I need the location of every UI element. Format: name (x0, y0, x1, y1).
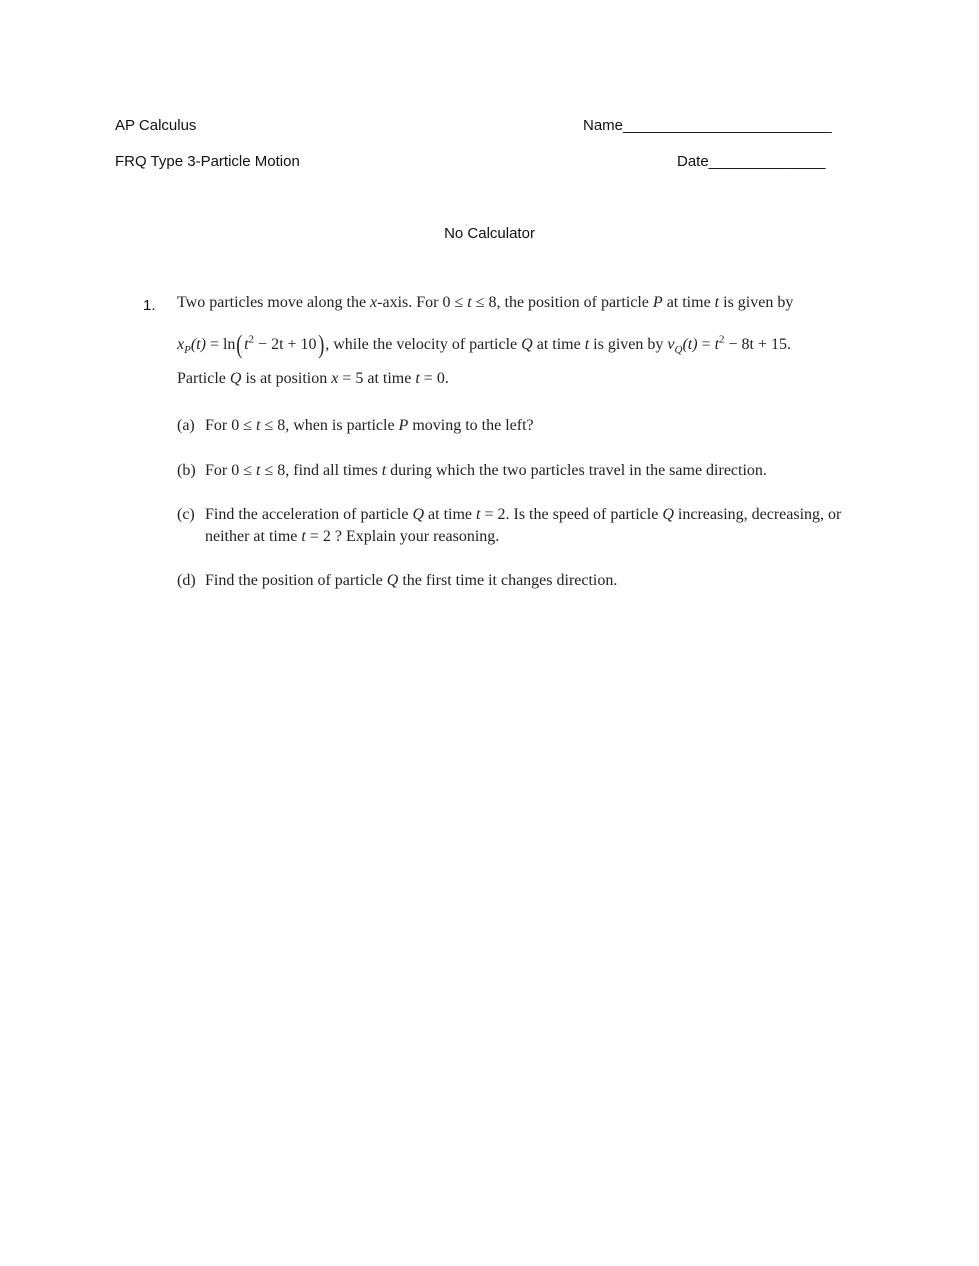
name-field: Name_________________________ (583, 117, 832, 134)
problem-intro-line-3: Particle Q is at position x = 5 at time t = 0. (177, 370, 449, 387)
part-b-label: (b) (177, 462, 196, 479)
part-c-label: (c) (177, 506, 195, 523)
problem-intro-line-1: Two particles move along the x-axis. For 0 ≤ t ≤ 8, the position of particle P at time t is given by (177, 294, 794, 311)
part-d-text: Find the position of particle Q the first time it changes direction. (205, 572, 618, 589)
section-title: No Calculator (444, 225, 535, 242)
date-field: Date______________ (677, 153, 826, 170)
problem-intro-line-2: $x_P(t) = \ln(t^2 - 2t + 10)$, while the velocity of particle Q at time t is given by $v_Q(t) = t^2 - 8t + 15$. (177, 330, 792, 359)
part-a-text: For 0 ≤ t ≤ 8, when is particle P moving to the left? (205, 417, 534, 434)
topic-title: FRQ Type 3-Particle Motion (115, 153, 300, 170)
problem-number: 1. (143, 297, 156, 314)
part-b-text: For 0 ≤ t ≤ 8, find all times t during which the two particles travel in the same direction. (205, 462, 767, 479)
course-title: AP Calculus (115, 117, 197, 134)
part-c-text: Find the acceleration of particle Q at time t = 2. Is the speed of particle Q increasing, decreasing, or neither at time t = 2 ? Explain your reasoning. (205, 506, 842, 545)
part-d-label: (d) (177, 572, 196, 589)
part-a-label: (a) (177, 417, 195, 434)
